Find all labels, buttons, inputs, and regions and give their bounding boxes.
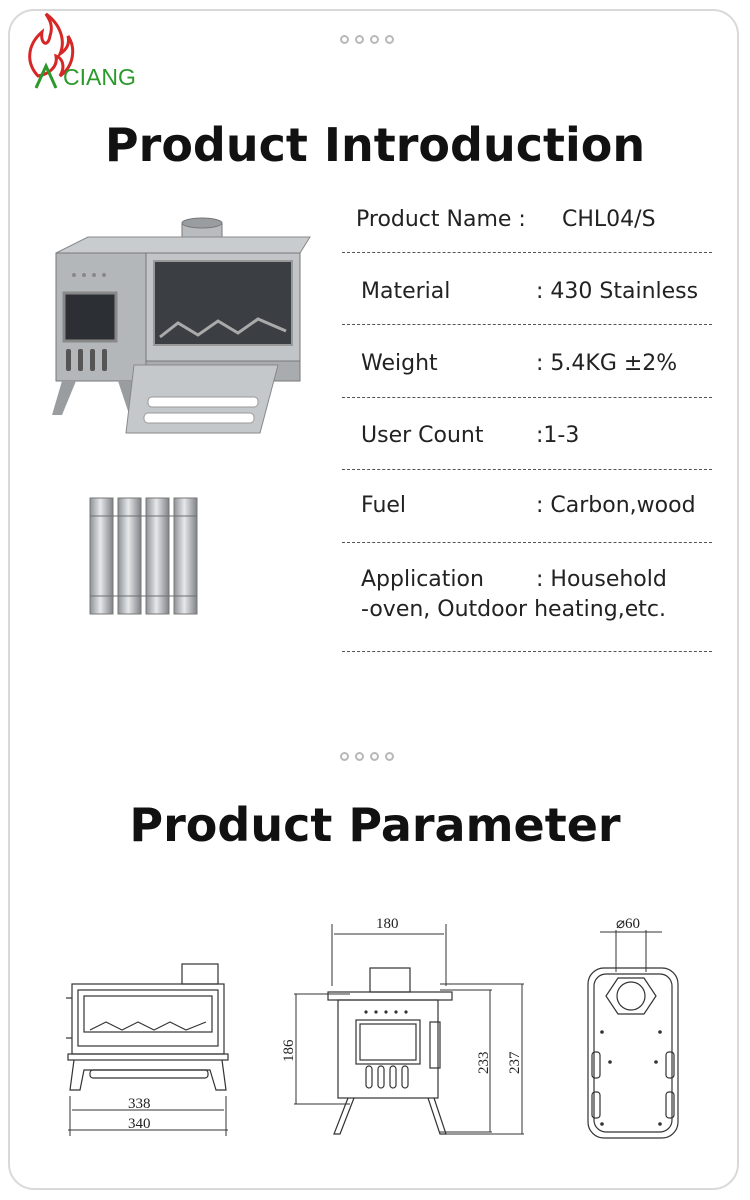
section-dots xyxy=(340,35,394,44)
parameter-title: Product Parameter xyxy=(129,798,621,852)
spec-application-label: Application xyxy=(361,567,484,592)
spec-weight-label: Weight xyxy=(361,351,438,376)
dim-diameter-60: ⌀60 xyxy=(616,916,641,932)
chimney-pipes-image xyxy=(88,496,200,618)
intro-title: Product Introduction xyxy=(104,118,646,172)
spec-application-value: : Household xyxy=(536,567,667,592)
stove-image xyxy=(48,215,320,440)
spec-material-value: : 430 Stainless xyxy=(536,279,699,304)
spec-weight-value: : 5.4KG ±2% xyxy=(536,351,678,376)
dim-233: 233 xyxy=(476,1051,492,1074)
dim-237: 237 xyxy=(507,1051,523,1074)
dim-186: 186 xyxy=(281,1039,297,1062)
spec-name-value: CHL04/S xyxy=(562,207,656,232)
spec-users-value: :1-3 xyxy=(536,423,580,448)
front-view-drawing xyxy=(281,912,535,1142)
dim-338: 338 xyxy=(128,1096,151,1112)
dim-340: 340 xyxy=(128,1116,151,1132)
dim-180: 180 xyxy=(376,916,399,932)
top-view-drawing xyxy=(580,912,690,1147)
spec-fuel-label: Fuel xyxy=(361,493,407,518)
spec-material-label: Material xyxy=(361,279,451,304)
brand-name: CIANG xyxy=(63,64,136,90)
section-dots xyxy=(340,752,394,761)
spec-users-label: User Count xyxy=(361,423,484,448)
spec-fuel-value: : Carbon,wood xyxy=(536,493,696,518)
spec-application-continued: -oven, Outdoor heating,etc. xyxy=(361,597,666,622)
side-view-drawing xyxy=(60,958,235,1138)
spec-name-label: Product Name : xyxy=(356,207,526,232)
